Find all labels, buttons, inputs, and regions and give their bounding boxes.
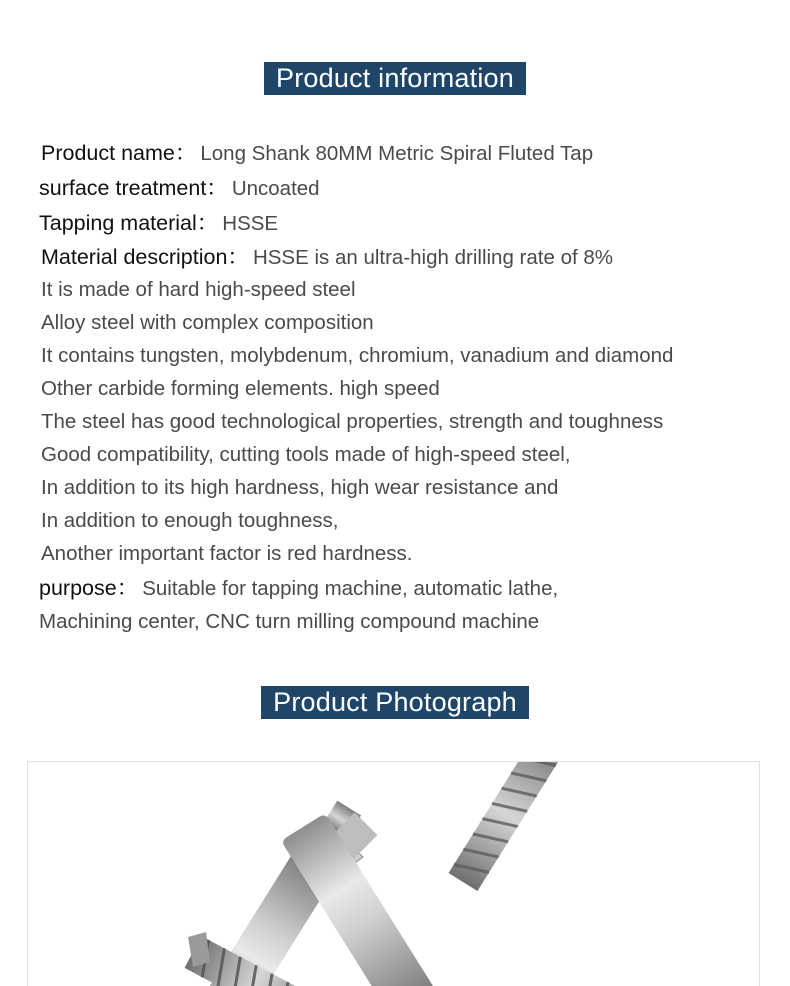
product-photograph-heading-text: Product Photograph [261, 686, 529, 719]
material-description-line: Alloy steel with complex composition [41, 311, 374, 334]
tapping-material-value: HSSE [222, 212, 279, 235]
product-name-value: Long Shank 80MM Metric Spiral Fluted Tap [200, 142, 594, 165]
purpose-line: Machining center, CNC turn milling compound machine [39, 610, 540, 633]
material-description-line: Good compatibility, cutting tools made of high-speed steel, [41, 443, 571, 466]
purpose-separator: ： [116, 576, 139, 600]
material-description-line: It contains tungsten, molybdenum, chromium, vanadium and diamond [41, 344, 674, 367]
purpose-label: purpose [39, 576, 117, 600]
material-description-line: Another important factor is red hardness. [41, 542, 413, 565]
material-description-line: In addition to enough toughness, [41, 509, 339, 532]
surface-treatment-separator: ： [206, 176, 228, 200]
product-name-label: Product name [41, 141, 175, 165]
spiral-tap-photo [28, 762, 760, 986]
product-information-heading-text: Product information [264, 62, 526, 95]
material-description-line: It is made of hard high-speed steel [41, 278, 356, 301]
surface-treatment-value: Uncoated [231, 177, 320, 200]
product-photo-frame [27, 761, 760, 986]
material-description-value: HSSE is an ultra-high drilling rate of 8% [252, 246, 613, 269]
tapping-material-separator: ： [196, 211, 219, 235]
material-description-line: In addition to its high hardness, high wear resistance and [41, 476, 559, 499]
product-information-heading [0, 62, 790, 95]
surface-treatment-label: surface treatment [39, 176, 207, 200]
material-description-label: Material description [41, 245, 228, 269]
product-photograph-heading [0, 686, 790, 719]
tapping-material-label: Tapping material [39, 211, 197, 235]
product-name-row [41, 140, 593, 167]
material-description-line: The steel has good technological properties, strength and toughness [41, 410, 664, 433]
material-description-separator: ： [227, 245, 249, 269]
surface-treatment-row [39, 175, 320, 202]
product-name-separator: ： [174, 141, 197, 165]
tap-long-shank [202, 762, 563, 986]
purpose-value: Suitable for tapping machine, automatic lathe, [142, 577, 559, 600]
tapping-material-row [39, 210, 278, 237]
material-description-row [41, 244, 613, 271]
purpose-row [39, 575, 558, 602]
material-description-line: Other carbide forming elements. high speed [41, 377, 440, 400]
